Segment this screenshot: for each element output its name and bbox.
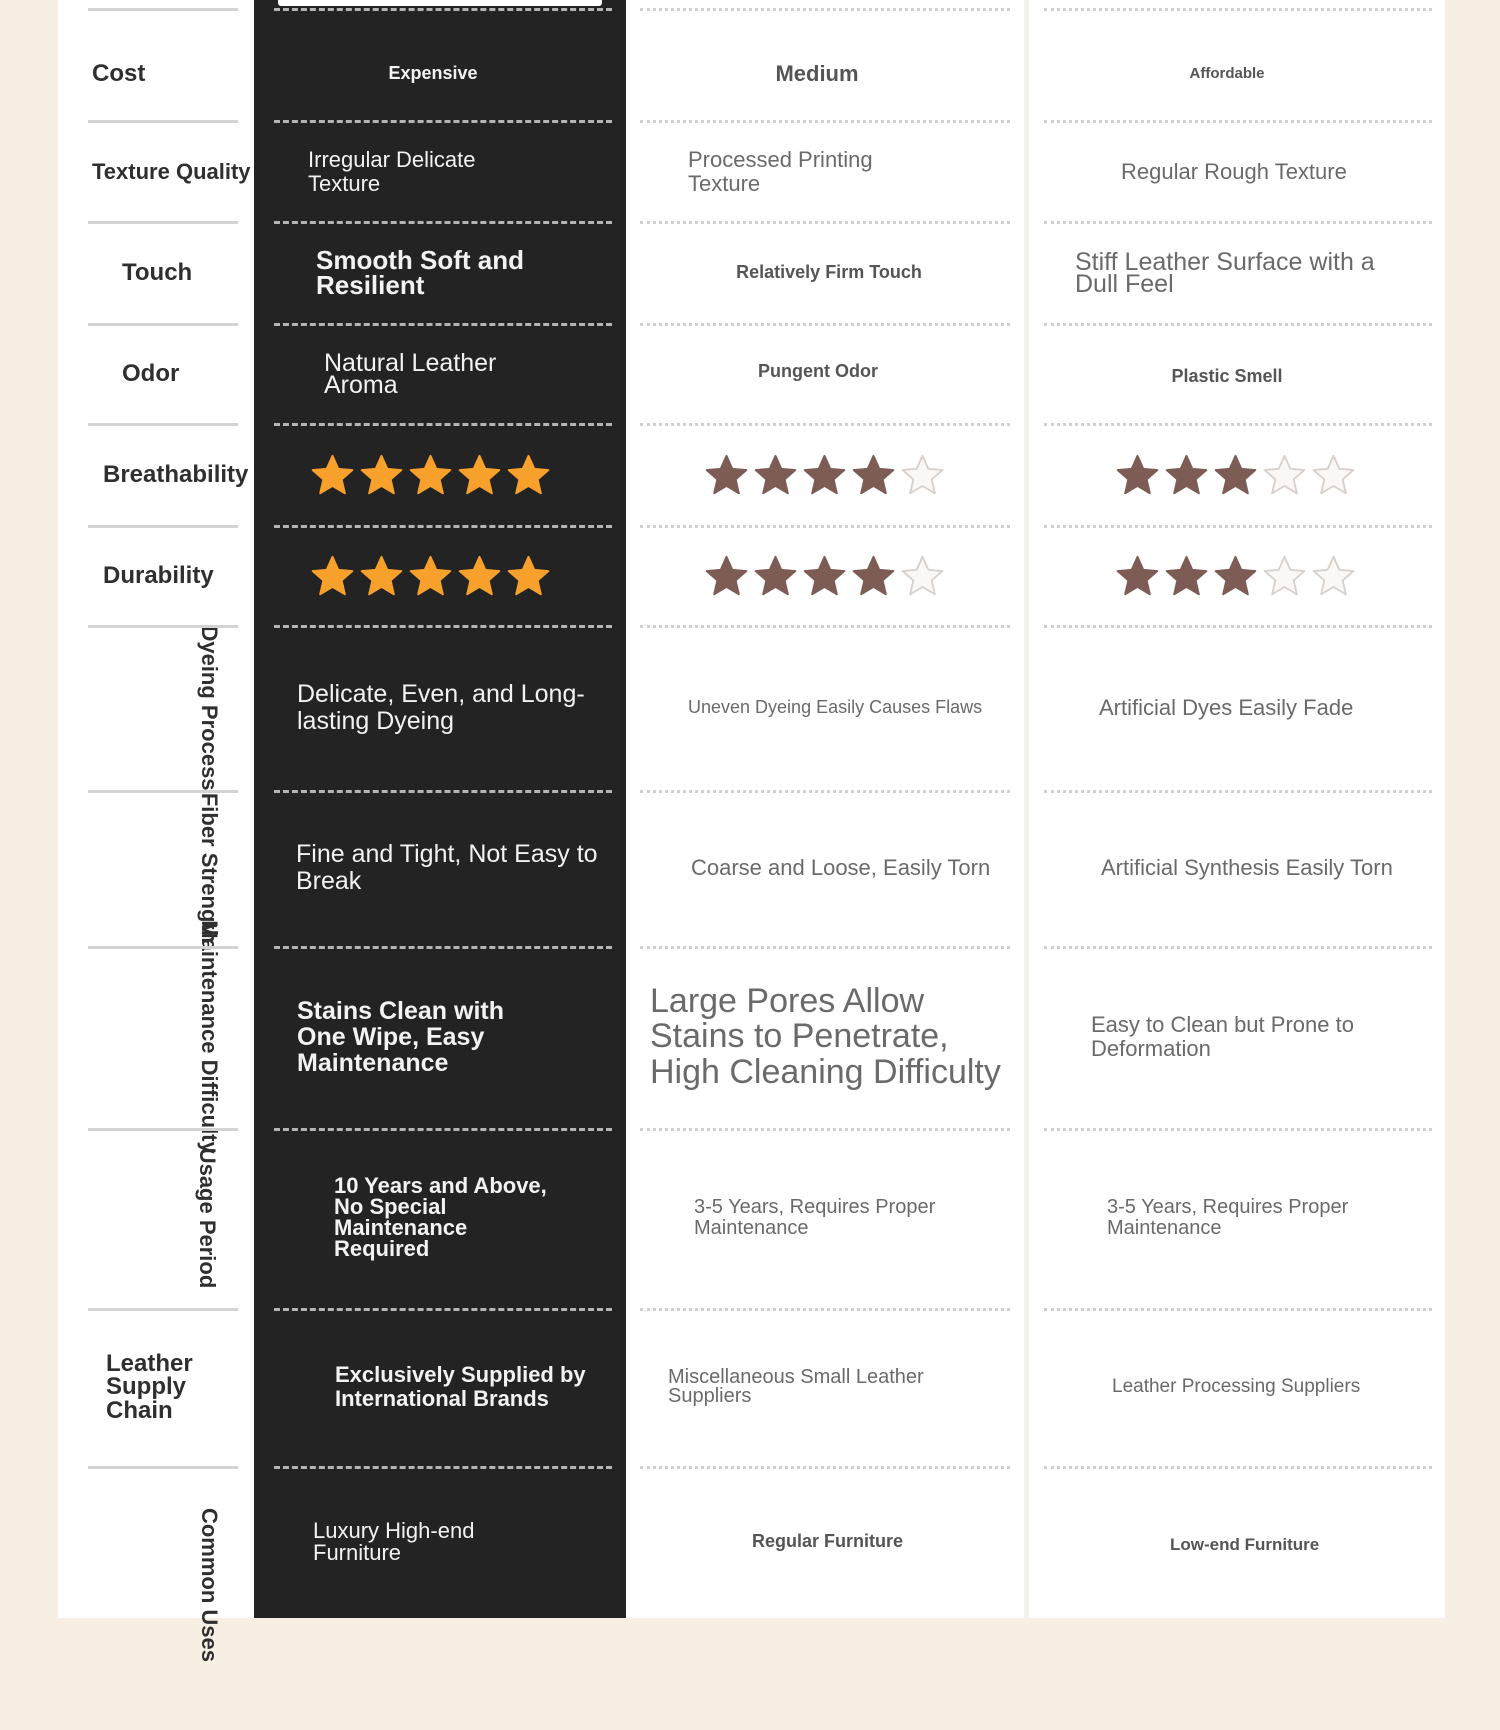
row-divider (88, 1308, 238, 1311)
row-label: Fiber Strength (197, 792, 222, 944)
row-divider (640, 423, 1010, 426)
row-divider (1044, 1128, 1432, 1131)
pu-value: Miscellaneous Small Leather Suppliers (668, 1366, 924, 1407)
row-dyeing-process (58, 626, 1445, 790)
pu-rating-stars (704, 453, 945, 498)
star-filled-icon (1213, 554, 1258, 599)
row-label: Maintenance Difficulty (197, 920, 222, 1154)
row-divider (1044, 120, 1432, 123)
row-divider (1044, 946, 1432, 949)
row-divider (274, 790, 612, 793)
row-divider (274, 221, 612, 224)
star-filled-icon (506, 453, 551, 498)
row-divider (88, 323, 238, 326)
row-divider (88, 525, 238, 528)
row-divider (274, 323, 612, 326)
row-label: Cost (92, 59, 146, 87)
row-label: Breathability (103, 460, 249, 488)
star-filled-icon (310, 554, 355, 599)
row-divider (640, 1308, 1010, 1311)
row-divider (1044, 423, 1432, 426)
row-divider (88, 8, 238, 11)
row-common-uses (58, 1466, 1445, 1662)
star-filled-icon (359, 554, 404, 599)
genuine-rating-stars (310, 453, 551, 498)
row-touch (58, 222, 1445, 324)
pvc-value: Regular Rough Texture (1121, 158, 1347, 184)
pvc-value: Low-end Furniture (1170, 1534, 1320, 1554)
genuine-value: Fine and Tight, Not Easy to Break (296, 840, 598, 895)
pvc-value: Artificial Dyes Easily Fade (1099, 694, 1354, 720)
row-fiber-strength (58, 790, 1445, 946)
row-divider (274, 1308, 612, 1311)
row-divider (274, 625, 612, 628)
row-divider (640, 946, 1010, 949)
row-divider (274, 946, 612, 949)
star-filled-icon (1115, 554, 1160, 599)
row-divider (274, 1466, 612, 1469)
genuine-value: Irregular Delicate Texture (308, 147, 476, 196)
row-divider (274, 525, 612, 528)
star-filled-icon (704, 554, 749, 599)
row-divider (274, 423, 612, 426)
row-label: Dyeing Process (197, 625, 222, 791)
star-filled-icon (753, 453, 798, 498)
row-durability (58, 526, 1445, 626)
row-label: Durability (103, 561, 214, 589)
row-label: Usage Period (195, 1147, 220, 1289)
row-divider (640, 525, 1010, 528)
row-leather-supply-chain (58, 1308, 1445, 1466)
row-divider (640, 790, 1010, 793)
star-filled-icon (1213, 453, 1258, 498)
star-empty-icon (900, 554, 945, 599)
genuine-value: Luxury High-end Furniture (313, 1518, 475, 1565)
row-divider (1044, 625, 1432, 628)
pu-value: Medium (775, 60, 859, 86)
pu-value: 3-5 Years, Requires Proper Maintenance (694, 1196, 936, 1239)
row-divider (1044, 525, 1432, 528)
genuine-value: 10 Years and Above, No Special Maintenance Required (334, 1173, 547, 1261)
star-filled-icon (1164, 453, 1209, 498)
star-filled-icon (753, 554, 798, 599)
star-filled-icon (802, 554, 847, 599)
row-cost (58, 26, 1445, 122)
genuine-value: Delicate, Even, and Long-lasting Dyeing (297, 680, 585, 735)
row-divider (640, 221, 1010, 224)
row-odor (58, 324, 1445, 424)
star-filled-icon (802, 453, 847, 498)
pu-value: Coarse and Loose, Easily Torn (691, 854, 991, 880)
row-divider (1044, 323, 1432, 326)
star-empty-icon (1311, 554, 1356, 599)
star-filled-icon (310, 453, 355, 498)
pu-value: Regular Furniture (752, 1531, 904, 1552)
genuine-value: Exclusively Supplied by International Brands (335, 1362, 586, 1411)
genuine-value: Smooth Soft and Resilient (316, 245, 524, 300)
pvc-rating-stars (1115, 554, 1356, 599)
star-filled-icon (1164, 554, 1209, 599)
row-texture-quality (58, 122, 1445, 222)
genuine-value: Stains Clean with One Wipe, Easy Maintenance (297, 996, 504, 1078)
row-divider (640, 625, 1010, 628)
row-divider (1044, 790, 1432, 793)
pvc-value: 3-5 Years, Requires Proper Maintenance (1107, 1196, 1349, 1239)
row-divider (1044, 221, 1432, 224)
row-divider (88, 1128, 238, 1131)
pu-value: Processed Printing Texture (688, 146, 873, 196)
row-divider (88, 946, 238, 949)
row-maintenance-difficulty (58, 920, 1445, 1154)
row-divider (88, 120, 238, 123)
row-label: Odor (122, 359, 180, 387)
pvc-value: Stiff Leather Surface with a Dull Feel (1075, 247, 1375, 298)
star-filled-icon (851, 453, 896, 498)
row-label: Leather Supply Chain (106, 1349, 193, 1424)
genuine-rating-stars (310, 554, 551, 599)
row-label: Common Uses (197, 1507, 222, 1662)
row-label: Texture Quality (92, 158, 251, 184)
pvc-rating-stars (1115, 453, 1356, 498)
pu-rating-stars (704, 554, 945, 599)
row-divider (88, 1466, 238, 1469)
star-empty-icon (1262, 554, 1307, 599)
star-filled-icon (704, 453, 749, 498)
pu-value: Pungent Odor (758, 361, 878, 381)
genuine-value: Expensive (388, 63, 478, 84)
star-filled-icon (1115, 453, 1160, 498)
row-divider (640, 1466, 1010, 1469)
row-divider (274, 8, 612, 11)
pvc-value: Plastic Smell (1171, 366, 1283, 387)
pvc-value: Leather Processing Suppliers (1112, 1375, 1361, 1397)
pvc-value: Affordable (1189, 64, 1265, 82)
row-divider (640, 1128, 1010, 1131)
star-filled-icon (457, 453, 502, 498)
star-filled-icon (408, 554, 453, 599)
star-empty-icon (1311, 453, 1356, 498)
star-empty-icon (900, 453, 945, 498)
row-divider (274, 120, 612, 123)
row-usage-period (58, 1128, 1445, 1308)
row-label: Touch (122, 258, 193, 286)
star-empty-icon (1262, 453, 1307, 498)
row-divider (88, 221, 238, 224)
star-filled-icon (506, 554, 551, 599)
pu-value: Relatively Firm Touch (736, 262, 922, 283)
row-divider (1044, 1308, 1432, 1311)
row-divider (1044, 8, 1432, 11)
row-divider (640, 323, 1010, 326)
star-filled-icon (359, 453, 404, 498)
star-filled-icon (408, 453, 453, 498)
star-filled-icon (457, 554, 502, 599)
row-divider (88, 790, 238, 793)
star-filled-icon (851, 554, 896, 599)
pu-value: Uneven Dyeing Easily Causes Flaws (688, 697, 983, 718)
row-divider (1044, 1466, 1432, 1469)
row-divider (88, 625, 238, 628)
genuine-value: Natural Leather Aroma (324, 349, 497, 399)
row-divider (640, 120, 1010, 123)
column-header-box (278, 0, 602, 6)
row-divider (640, 8, 1010, 11)
row-divider (274, 1128, 612, 1131)
row-divider (88, 423, 238, 426)
row-breathability (58, 424, 1445, 526)
pvc-value: Artificial Synthesis Easily Torn (1101, 854, 1393, 880)
pvc-value: Easy to Clean but Prone to Deformation (1091, 1011, 1354, 1061)
pu-value: Large Pores Allow Stains to Penetrate, High Cleaning Difficulty (650, 982, 1001, 1091)
